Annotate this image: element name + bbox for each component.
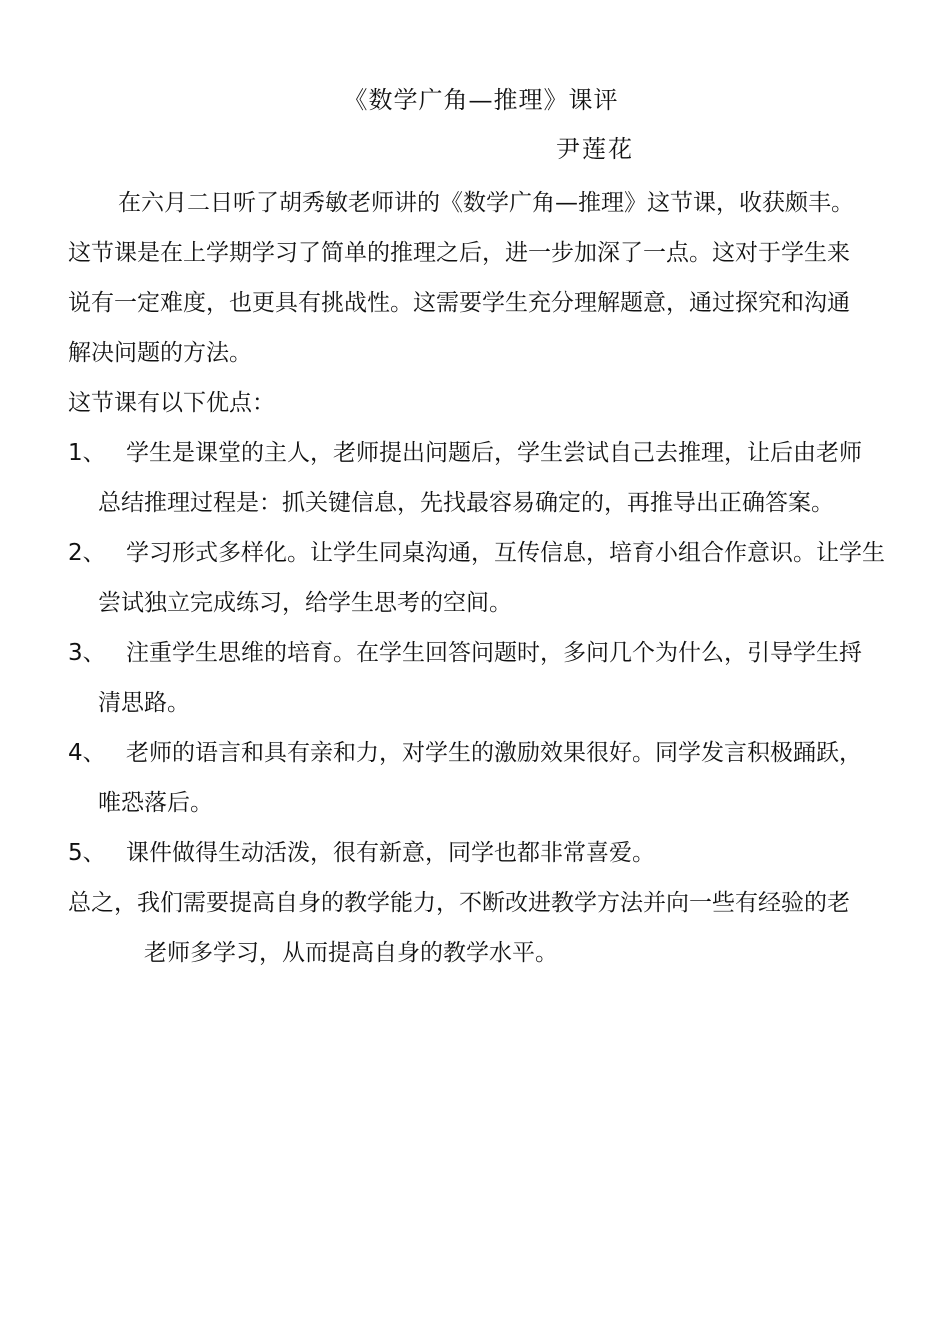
conclusion-paragraph: 总之，我们需要提高自身的教学能力，不断改进教学方法并向一些有经验的老老师多学习，从而提高自身的教学水平。 <box>68 890 850 966</box>
list-item-number: 4、 <box>68 740 106 766</box>
list-item <box>68 428 898 528</box>
list-item-number: 3、 <box>68 640 106 666</box>
list-item <box>68 528 898 628</box>
advantages-list <box>68 428 898 878</box>
intro-paragraph: 在六月二日听了胡秀敏老师讲的《数学广角—推理》这节课，收获颇丰。这节课是在上学期学习了简单的推理之后，进一步加深了一点。这对于学生来说有一定难度，也更具有挑战性。这需要学生充分理解题意，通过探究和沟通解决问题的方法。 <box>68 190 854 366</box>
document-title: 《数学广角—推理》课评 <box>343 86 619 114</box>
list-item-number: 2、 <box>68 540 106 566</box>
list-item-number: 5、 <box>68 840 106 866</box>
list-item-text: 注重学生思维的培育。在学生回答问题时，多问几个为什么，引导学生捋清思路。 <box>98 640 862 716</box>
list-item-text: 老师的语言和具有亲和力，对学生的激励效果很好。同学发言积极踊跃，唯恐落后。 <box>98 740 862 816</box>
list-item-text: 学习形式多样化。让学生同桌沟通，互传信息，培育小组合作意识。让学生尝试独立完成练习，给学生思考的空间。 <box>98 540 885 616</box>
list-item-text: 学生是课堂的主人，老师提出问题后，学生尝试自己去推理，让后由老师总结推理过程是：抓关键信息，先找最容易确定的，再推导出正确答案。 <box>98 440 862 516</box>
document-body <box>68 178 898 978</box>
list-item-text: 课件做得生动活泼，很有新意，同学也都非常喜爱。 <box>126 840 655 866</box>
advantages-heading: 这节课有以下优点： <box>68 390 275 416</box>
author-name: 尹莲花 <box>556 135 634 163</box>
list-item <box>68 728 898 828</box>
list-item-number: 1、 <box>68 440 106 466</box>
list-item <box>68 828 898 878</box>
list-item <box>68 628 898 728</box>
